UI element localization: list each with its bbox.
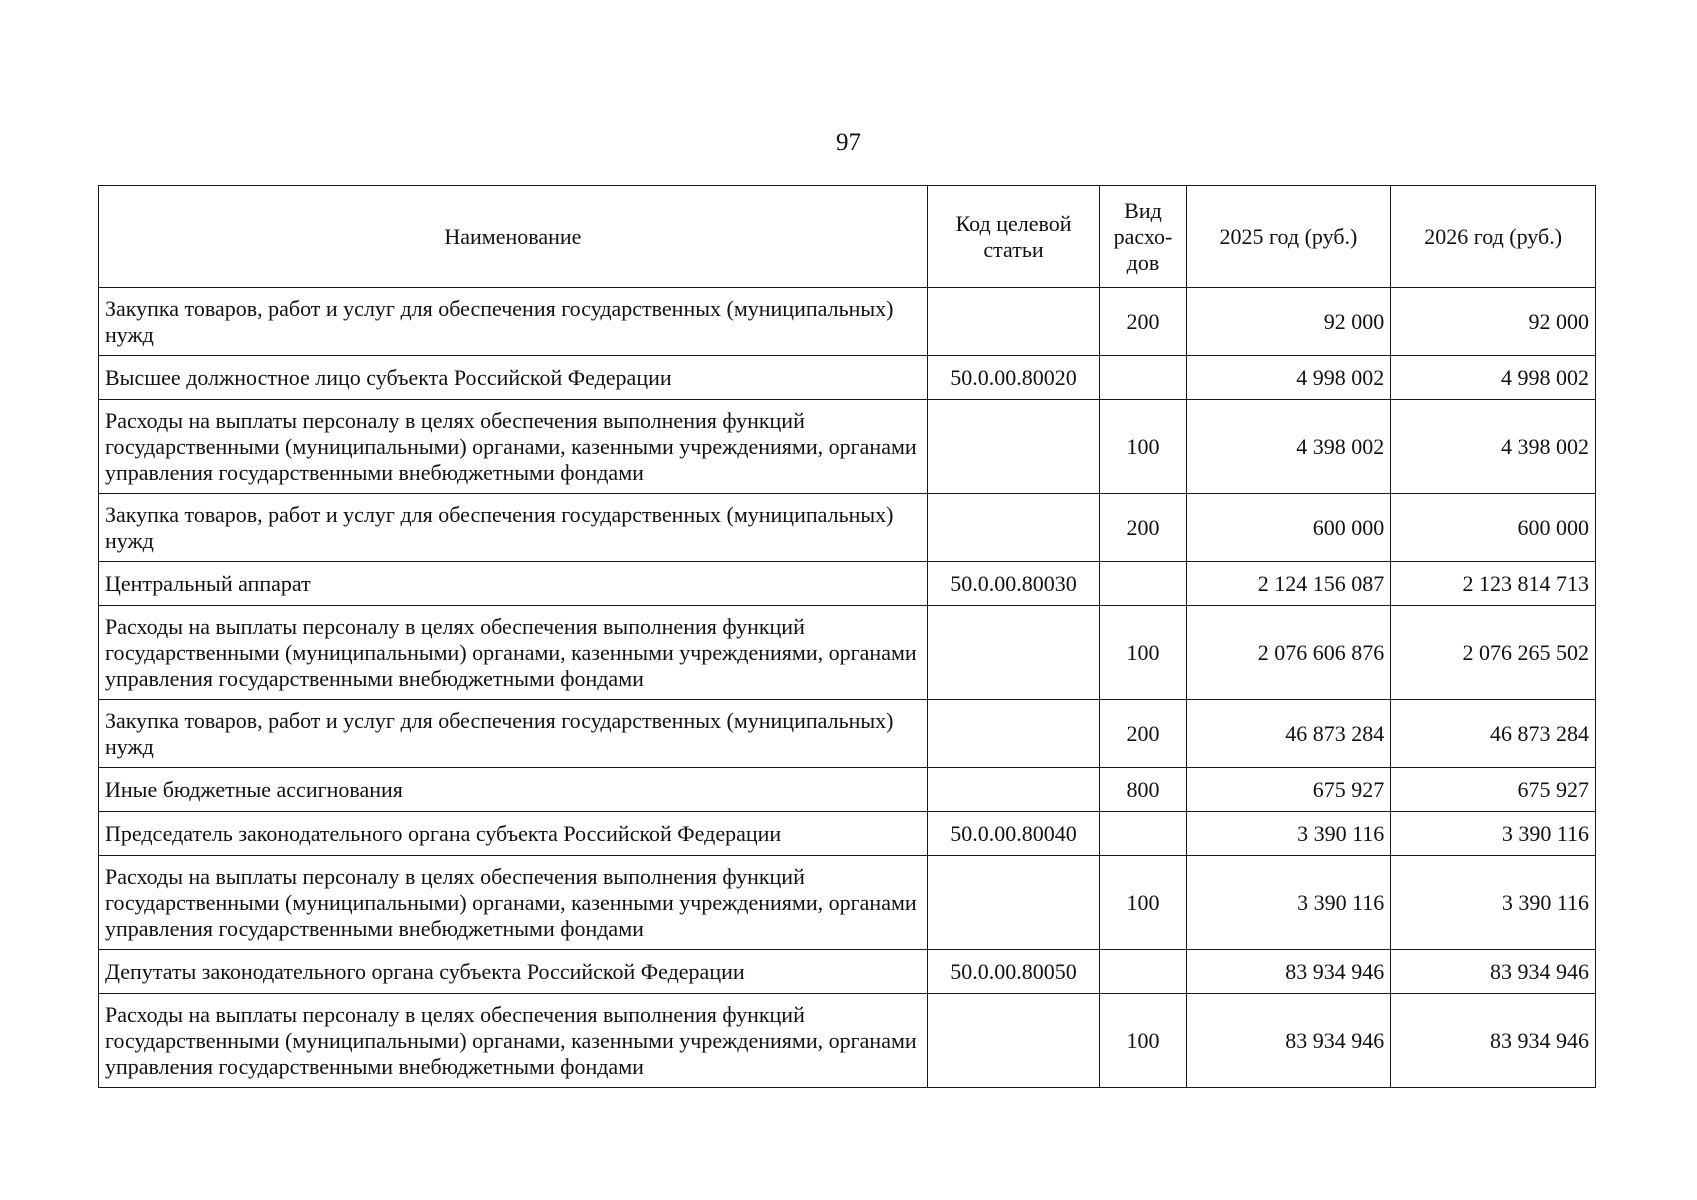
cell-kind bbox=[1100, 356, 1186, 400]
cell-code bbox=[927, 856, 1100, 950]
cell-2026: 2 076 265 502 bbox=[1391, 606, 1596, 700]
cell-2026: 83 934 946 bbox=[1391, 994, 1596, 1088]
cell-kind bbox=[1100, 562, 1186, 606]
table-row bbox=[99, 356, 1596, 400]
cell-code bbox=[927, 494, 1100, 562]
table-row bbox=[99, 768, 1596, 812]
header-row bbox=[99, 186, 1596, 288]
cell-code: 50.0.00.80020 bbox=[927, 356, 1100, 400]
header-kind: Вид расхо-дов bbox=[1100, 186, 1186, 288]
cell-kind: 100 bbox=[1100, 994, 1186, 1088]
cell-name: Расходы на выплаты персоналу в целях обеспечения выполнения функций государственными (муниципальными) органами, казенными учреждениями, органами управления государственными внебюджетными фондами bbox=[99, 400, 928, 494]
header-code: Код целевой статьи bbox=[927, 186, 1100, 288]
cell-name: Центральный аппарат bbox=[99, 562, 928, 606]
cell-2025: 3 390 116 bbox=[1186, 812, 1391, 856]
cell-2025: 3 390 116 bbox=[1186, 856, 1391, 950]
cell-2026: 92 000 bbox=[1391, 288, 1596, 356]
cell-kind: 100 bbox=[1100, 606, 1186, 700]
table-body bbox=[99, 288, 1596, 1088]
cell-kind bbox=[1100, 950, 1186, 994]
cell-code: 50.0.00.80040 bbox=[927, 812, 1100, 856]
cell-2025: 83 934 946 bbox=[1186, 950, 1391, 994]
cell-2025: 675 927 bbox=[1186, 768, 1391, 812]
budget-table bbox=[98, 185, 1596, 1088]
header-2026: 2026 год (руб.) bbox=[1391, 186, 1596, 288]
cell-2025: 92 000 bbox=[1186, 288, 1391, 356]
table-row bbox=[99, 400, 1596, 494]
cell-name: Председатель законодательного органа субъекта Российской Федерации bbox=[99, 812, 928, 856]
cell-name: Иные бюджетные ассигнования bbox=[99, 768, 928, 812]
table-row bbox=[99, 700, 1596, 768]
cell-2026: 3 390 116 bbox=[1391, 856, 1596, 950]
cell-code bbox=[927, 400, 1100, 494]
cell-kind: 100 bbox=[1100, 856, 1186, 950]
cell-name: Расходы на выплаты персоналу в целях обеспечения выполнения функций государственными (муниципальными) органами, казенными учреждениями, органами управления государственными внебюджетными фондами bbox=[99, 606, 928, 700]
cell-kind: 200 bbox=[1100, 288, 1186, 356]
cell-2025: 600 000 bbox=[1186, 494, 1391, 562]
cell-kind: 200 bbox=[1100, 494, 1186, 562]
cell-2025: 83 934 946 bbox=[1186, 994, 1391, 1088]
cell-2026: 46 873 284 bbox=[1391, 700, 1596, 768]
cell-2025: 46 873 284 bbox=[1186, 700, 1391, 768]
cell-code bbox=[927, 606, 1100, 700]
cell-name: Закупка товаров, работ и услуг для обеспечения государственных (муниципальных) нужд bbox=[99, 700, 928, 768]
cell-name: Высшее должностное лицо субъекта Российской Федерации bbox=[99, 356, 928, 400]
cell-code bbox=[927, 994, 1100, 1088]
table-row bbox=[99, 606, 1596, 700]
cell-kind: 800 bbox=[1100, 768, 1186, 812]
cell-2025: 2 076 606 876 bbox=[1186, 606, 1391, 700]
table-header bbox=[99, 186, 1596, 288]
table-row bbox=[99, 288, 1596, 356]
cell-2025: 4 398 002 bbox=[1186, 400, 1391, 494]
table-row bbox=[99, 994, 1596, 1088]
cell-kind: 100 bbox=[1100, 400, 1186, 494]
cell-kind: 200 bbox=[1100, 700, 1186, 768]
table-row bbox=[99, 562, 1596, 606]
header-2025: 2025 год (руб.) bbox=[1186, 186, 1391, 288]
header-name: Наименование bbox=[99, 186, 928, 288]
cell-code bbox=[927, 768, 1100, 812]
table-row bbox=[99, 950, 1596, 994]
table-row bbox=[99, 856, 1596, 950]
cell-code: 50.0.00.80050 bbox=[927, 950, 1100, 994]
cell-name: Депутаты законодательного органа субъекта Российской Федерации bbox=[99, 950, 928, 994]
cell-2026: 2 123 814 713 bbox=[1391, 562, 1596, 606]
cell-2025: 2 124 156 087 bbox=[1186, 562, 1391, 606]
cell-kind bbox=[1100, 812, 1186, 856]
cell-code bbox=[927, 288, 1100, 356]
cell-name: Закупка товаров, работ и услуг для обеспечения государственных (муниципальных) нужд bbox=[99, 494, 928, 562]
cell-name: Расходы на выплаты персоналу в целях обеспечения выполнения функций государственными (муниципальными) органами, казенными учреждениями, органами управления государственными внебюджетными фондами bbox=[99, 994, 928, 1088]
cell-2026: 3 390 116 bbox=[1391, 812, 1596, 856]
table-row bbox=[99, 494, 1596, 562]
cell-2026: 4 398 002 bbox=[1391, 400, 1596, 494]
cell-2026: 83 934 946 bbox=[1391, 950, 1596, 994]
cell-name: Расходы на выплаты персоналу в целях обеспечения выполнения функций государственными (муниципальными) органами, казенными учреждениями, органами управления государственными внебюджетными фондами bbox=[99, 856, 928, 950]
cell-name: Закупка товаров, работ и услуг для обеспечения государственных (муниципальных) нужд bbox=[99, 288, 928, 356]
cell-2025: 4 998 002 bbox=[1186, 356, 1391, 400]
cell-code bbox=[927, 700, 1100, 768]
table-row bbox=[99, 812, 1596, 856]
cell-2026: 4 998 002 bbox=[1391, 356, 1596, 400]
cell-2026: 675 927 bbox=[1391, 768, 1596, 812]
page-number: 97 bbox=[836, 129, 861, 156]
cell-code: 50.0.00.80030 bbox=[927, 562, 1100, 606]
cell-2026: 600 000 bbox=[1391, 494, 1596, 562]
